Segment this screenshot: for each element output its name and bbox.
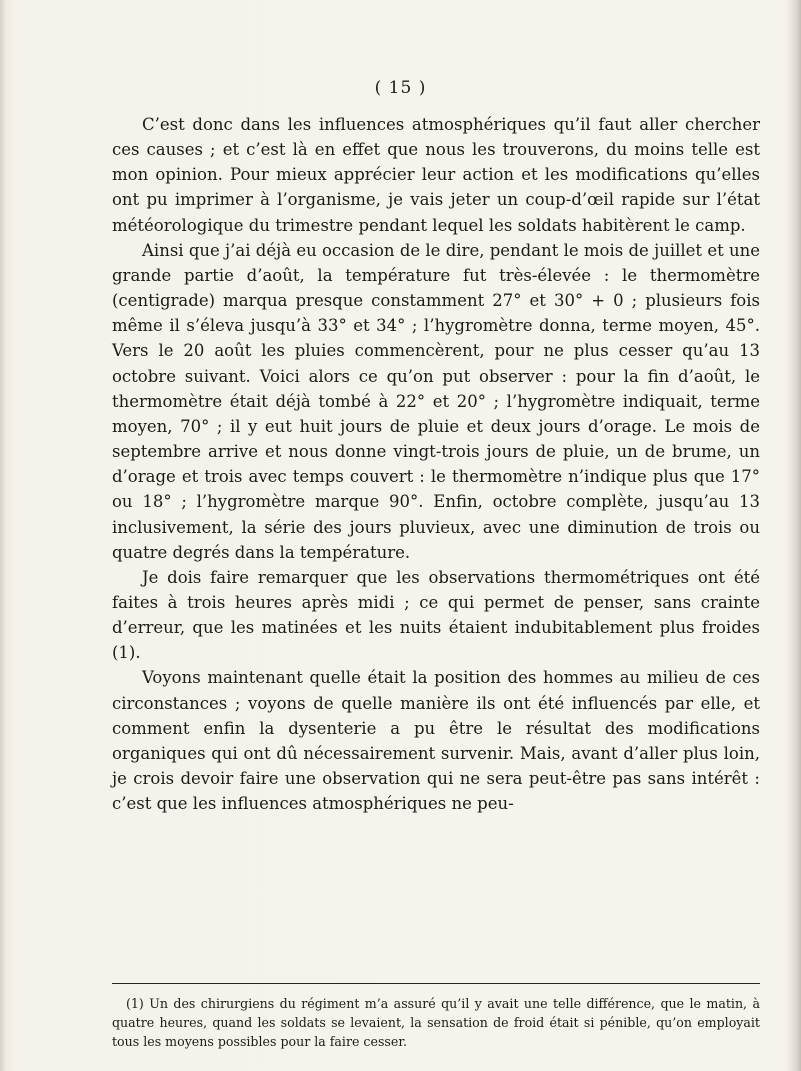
footnote-separator: [112, 983, 760, 984]
page-edge-shadow: [787, 0, 801, 1071]
paragraph-4: Voyons maintenant quelle était la position des hommes au milieu de ces circonstances ; voyons de quelle manière ils ont été influencés par elle, et comment enfin la dysenterie a pu être le résultat des modifications organiques qui ont dû nécessairement survenir. Mais, avant d’aller plus loin, je crois devoir faire une observation qui ne sera peut-être pas sans intérêt : c’est que les influences atmosphériques ne peu-: [112, 668, 760, 814]
paragraph-3: Je dois faire remarquer que les observations thermométriques ont été faites à trois heures après midi ; ce qui permet de penser, sans crainte d’erreur, que les matinées et les nuits étaient indubitablement plus froides (1).: [112, 567, 760, 663]
page-number: ( 15 ): [374, 78, 427, 98]
body-text: [112, 112, 760, 816]
paragraph-1: C’est donc dans les influences atmosphériques qu’il faut aller chercher ces causes ; et c’est là en effet que nous les trouverons, du moins telle est mon opinion. Pour mieux apprécier leur action et les modifications qu’elles ont pu imprimer à l’organisme, je vais jeter un coup-d’œil rapide sur l’état météorologique du trimestre pendant lequel les soldats habitèrent le camp.: [112, 115, 760, 235]
paragraph-2: Ainsi que j’ai déjà eu occasion de le dire, pendant le mois de juillet et une grande partie d’août, la température fut très-élevée : le thermomètre (centigrade) marqua presque constamment 27° et 30° + 0 ; plusieurs fois même il s’éleva jusqu’à 33° et 34° ; l’hygromètre donna, terme moyen, 45°. Vers le 20 août les pluies commencèrent, pour ne plus cesser qu’au 13 octobre suivant. Voici alors ce qu’on put observer : pour la fin d’août, le thermomètre était déjà tombé à 22° et 20° ; l’hygromètre indiquait, terme moyen, 70° ; il y eut huit jours de pluie et deux jours d’orage. Le mois de septembre arrive et nous donne vingt-trois jours de pluie, un de brume, un d’orage et trois avec temps couvert : le thermomètre n’indique plus que 17° ou 18° ; l’hygromètre marque 90°. Enfin, octobre complète, jusqu’au 13 inclusivement, la série des jours pluvieux, avec une diminution de trois ou quatre degrés dans la température.: [112, 240, 760, 562]
page-gutter-shadow: [0, 0, 6, 1071]
footnote: [112, 994, 760, 1051]
footnote-text: (1) Un des chirurgiens du régiment m’a assuré qu’il y avait une telle différence, que le matin, à quatre heures, quand les soldats se levaient, la sensation de froid était si pénible, qu’on employait tous les moyens possibles pour la faire cesser.: [112, 996, 760, 1049]
